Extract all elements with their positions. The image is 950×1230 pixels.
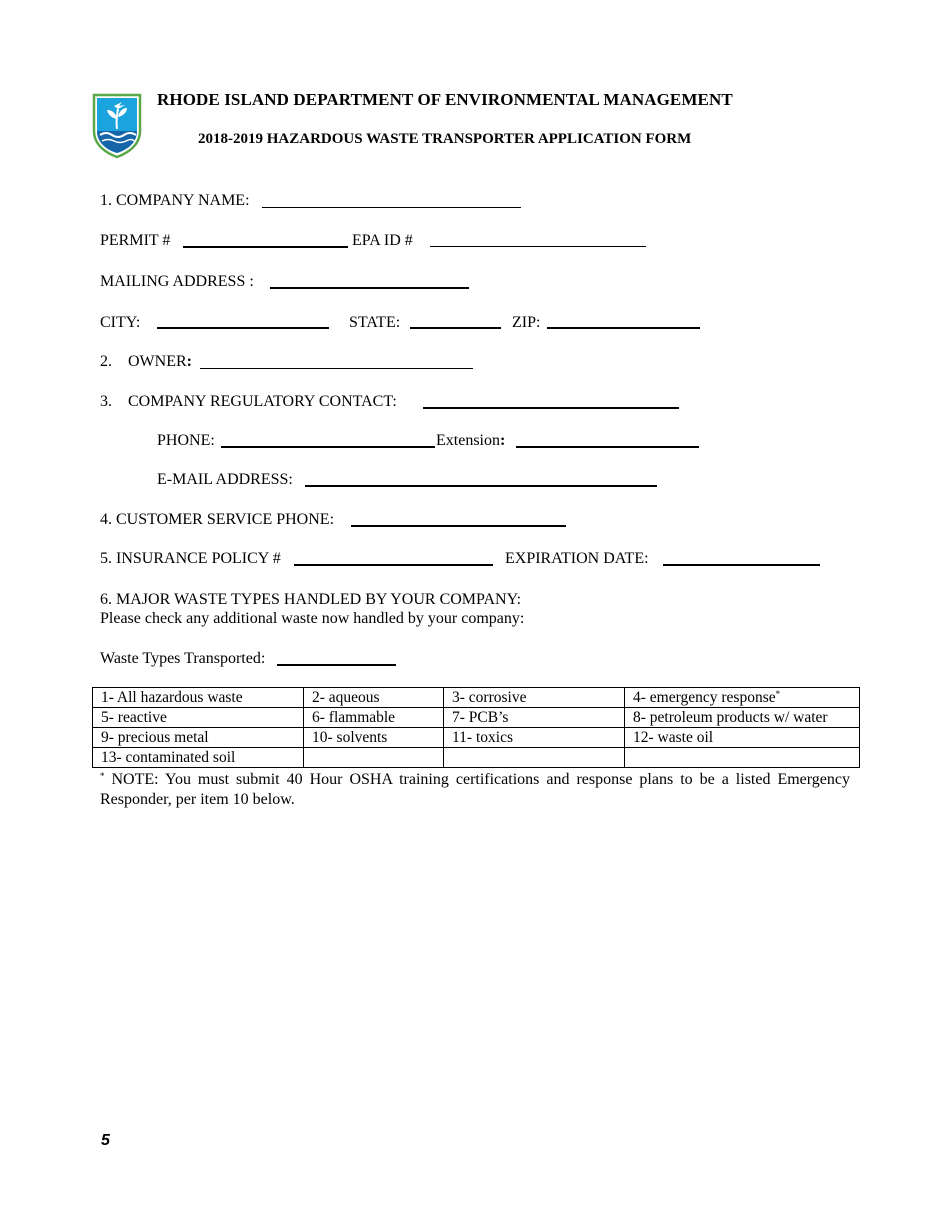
- mailing-address-field[interactable]: [270, 287, 469, 289]
- waste-types-table: [92, 687, 860, 768]
- expiration-date-field[interactable]: [663, 564, 820, 566]
- city-label: CITY:: [100, 314, 141, 331]
- waste-type-cell: [625, 748, 860, 768]
- waste-type-cell: [304, 748, 444, 768]
- waste-types-instruction: Please check any additional waste now handled by your company:: [100, 610, 525, 627]
- table-row: [93, 728, 860, 748]
- waste-type-cell[interactable]: 4- emergency response*: [625, 688, 860, 708]
- zip-field[interactable]: [547, 327, 700, 329]
- extension-label: Extension:: [436, 432, 506, 449]
- waste-type-cell[interactable]: 6- flammable: [304, 708, 444, 728]
- email-label: E-MAIL ADDRESS:: [157, 471, 293, 488]
- table-row: [93, 748, 860, 768]
- insurance-policy-label: 5. INSURANCE POLICY #: [100, 550, 281, 567]
- waste-type-cell[interactable]: 7- PCB’s: [444, 708, 625, 728]
- form-title: 2018-2019 HAZARDOUS WASTE TRANSPORTER APPLICATION FORM: [198, 131, 692, 147]
- state-label: STATE:: [349, 314, 401, 331]
- company-name-field[interactable]: [262, 207, 521, 208]
- table-row: [93, 688, 860, 708]
- customer-service-phone-label: 4. CUSTOMER SERVICE PHONE:: [100, 511, 335, 528]
- phone-label: PHONE:: [157, 432, 215, 449]
- mailing-address-label: MAILING ADDRESS :: [100, 273, 254, 290]
- expiration-date-label: EXPIRATION DATE:: [505, 550, 649, 567]
- waste-type-cell[interactable]: 1- All hazardous waste: [93, 688, 304, 708]
- permit-label: PERMIT #: [100, 232, 171, 249]
- waste-type-cell[interactable]: 13- contaminated soil: [93, 748, 304, 768]
- contact-number: 3.: [100, 393, 112, 410]
- regulatory-contact-label: COMPANY REGULATORY CONTACT:: [128, 393, 397, 410]
- waste-type-cell[interactable]: 2- aqueous: [304, 688, 444, 708]
- agency-title: RHODE ISLAND DEPARTMENT OF ENVIRONMENTAL MANAGEMENT: [157, 90, 733, 109]
- waste-type-cell[interactable]: 11- toxics: [444, 728, 625, 748]
- waste-type-cell[interactable]: 8- petroleum products w/ water: [625, 708, 860, 728]
- city-field[interactable]: [157, 327, 329, 329]
- phone-field[interactable]: [221, 446, 435, 448]
- emergency-responder-note: * NOTE: You must submit 40 Hour OSHA training certifications and response plans to be a listed Emergency Responder, per item 10 below.: [100, 771, 851, 808]
- ri-dem-shield-icon: [92, 93, 142, 159]
- waste-types-transported-label: Waste Types Transported:: [100, 650, 266, 667]
- state-field[interactable]: [410, 327, 501, 329]
- waste-type-cell[interactable]: 10- solvents: [304, 728, 444, 748]
- waste-type-cell: [444, 748, 625, 768]
- waste-type-cell[interactable]: 12- waste oil: [625, 728, 860, 748]
- waste-type-cell[interactable]: 9- precious metal: [93, 728, 304, 748]
- regulatory-contact-field[interactable]: [423, 407, 679, 409]
- table-row: [93, 708, 860, 728]
- owner-number: 2.: [100, 353, 112, 370]
- owner-field[interactable]: [200, 368, 473, 369]
- footnote-marker: *: [775, 689, 781, 699]
- epa-id-field[interactable]: [430, 246, 646, 247]
- page-number: 5: [101, 1132, 110, 1149]
- waste-types-heading: 6. MAJOR WASTE TYPES HANDLED BY YOUR COMPANY:: [100, 591, 522, 608]
- permit-field[interactable]: [183, 246, 348, 248]
- waste-type-cell[interactable]: 5- reactive: [93, 708, 304, 728]
- owner-label: OWNER:: [128, 353, 192, 370]
- extension-field[interactable]: [516, 446, 699, 448]
- epa-id-label: EPA ID #: [352, 232, 413, 249]
- waste-type-cell[interactable]: 3- corrosive: [444, 688, 625, 708]
- zip-label: ZIP:: [512, 314, 541, 331]
- insurance-policy-field[interactable]: [294, 564, 493, 566]
- email-field[interactable]: [305, 485, 657, 487]
- waste-types-transported-field[interactable]: [277, 664, 396, 666]
- customer-service-phone-field[interactable]: [351, 525, 566, 527]
- footnote-marker: *: [100, 771, 105, 781]
- company-name-label: 1. COMPANY NAME:: [100, 192, 250, 209]
